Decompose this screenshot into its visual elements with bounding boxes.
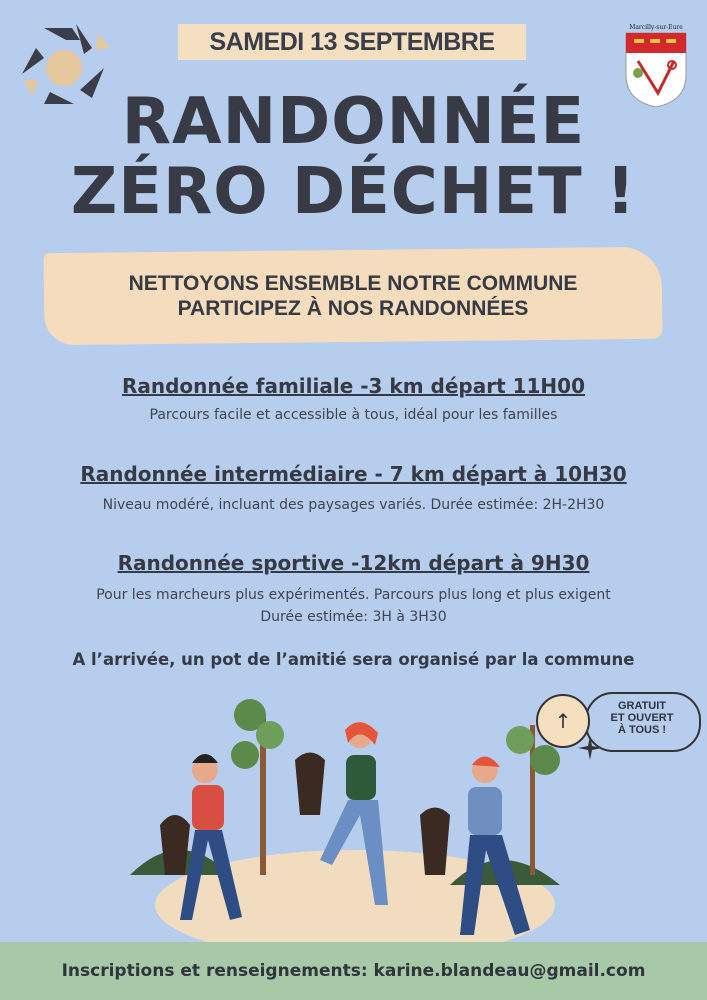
- crest-label: Marcilly-sur-Eure: [629, 24, 683, 31]
- hikers-illustration: [120, 675, 590, 945]
- tagline-line-2: PARTICIPEZ À NOS RANDONNÉES: [177, 297, 529, 320]
- sparkle-icon: [578, 736, 602, 760]
- hike-title-sport: Randonnée sportive -12km départ à 9H30: [117, 551, 590, 575]
- badge-line-3: À TOUS !: [617, 724, 667, 736]
- title-line-2: ZÉRO DÉCHET !: [70, 155, 637, 229]
- tagline-highlight: [44, 247, 663, 345]
- badge-line-1: GRATUIT: [617, 700, 667, 712]
- badge-line-2: ET OUVERT: [610, 712, 674, 724]
- hike-title-family: Randonnée familiale -3 km départ 11H00: [121, 374, 585, 398]
- free-badge-text: [592, 700, 692, 736]
- hike-desc-sport-1: Pour les marcheurs plus expérimentés. Parcours plus long et plus exigent: [96, 587, 611, 603]
- title-line-1: RANDONNÉE: [121, 85, 586, 159]
- hike-desc-intermediate: Niveau modéré, incluant des paysages variés. Durée estimée: 2H-2H30: [102, 497, 605, 513]
- arrow-up-icon: ↑: [536, 694, 590, 748]
- hike-title-intermediate: Randonnée intermédiaire - 7 km départ à 10H30: [80, 462, 627, 486]
- footer-contact: Inscriptions et renseignements: karine.blandeau@gmail.com: [0, 942, 707, 1000]
- hike-desc-family: Parcours facile et accessible à tous, idéal pour les familles: [149, 407, 558, 423]
- tagline-line-1: NETTOYONS ENSEMBLE NOTRE COMMUNE: [128, 272, 578, 295]
- event-date: SAMEDI 13 SEPTEMBRE: [178, 24, 526, 60]
- arrival-note: A l’arrivée, un pot de l’amitié sera organisé par la commune: [72, 650, 635, 669]
- hike-desc-sport-2: Durée estimée: 3H à 3H30: [260, 609, 447, 625]
